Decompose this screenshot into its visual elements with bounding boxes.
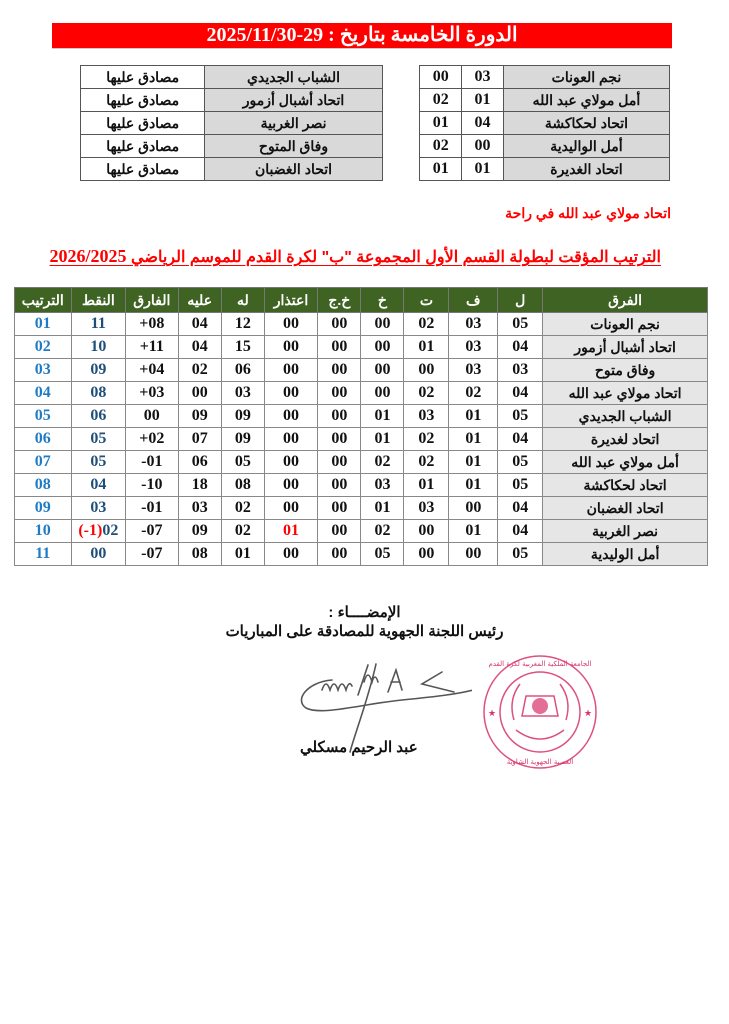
cell-rank: 05 [15,405,72,428]
round-title: الدورة الخامسة بتاريخ : 29-2025/11/30 [52,23,672,48]
official-stamp [478,650,598,775]
cell-team: نجم العونات [543,313,708,336]
cell-drawn: 02 [404,451,449,474]
match-status: مصادق عليها [81,66,205,89]
cell-goals-for: 02 [221,520,264,543]
home-team: أمل مولاي عبد الله [503,89,669,112]
cell-points [71,359,125,382]
cell-diff: +08 [126,313,178,336]
cell-team: اتحاد لحكاكشة [543,474,708,497]
cell-won: 03 [449,359,498,382]
cell-team: نصر الغربية [543,520,708,543]
standings-row [15,543,708,566]
cell-withdrawal: 00 [264,359,317,382]
away-team: الشباب الجديدي [205,66,382,89]
standings-row [15,359,708,382]
standings-row [15,451,708,474]
cell-goals-against: 08 [178,543,221,566]
cell-goals-for: 03 [221,382,264,405]
cell-team: أمل الوليدية [543,543,708,566]
home-score: 03 [462,66,504,89]
cell-won: 01 [449,474,498,497]
away-score: 02 [420,89,462,112]
cell-goals-for: 12 [221,313,264,336]
cell-rank: 09 [15,497,72,520]
cell-goals-against: 18 [178,474,221,497]
points-value: 06 [90,407,107,424]
cell-drawn: 00 [404,359,449,382]
cell-rank: 02 [15,336,72,359]
cell-goals-against: 04 [178,313,221,336]
cell-goals-against: 00 [178,382,221,405]
cell-drawn: 02 [404,428,449,451]
cell-points [71,382,125,405]
cell-rank: 07 [15,451,72,474]
header-diff: الفارق [126,288,178,313]
spacer [382,158,420,181]
header-withdrawal: اعتذار [264,288,317,313]
home-score: 01 [462,158,504,181]
header-goals-against: عليه [178,288,221,313]
cell-points [71,428,125,451]
result-row [81,135,670,158]
away-score: 01 [420,158,462,181]
cell-lost: 02 [361,451,404,474]
cell-team: اتحاد أشبال أزمور [543,336,708,359]
match-status: مصادق عليها [81,158,205,181]
cell-rank: 08 [15,474,72,497]
cell-goals-against: 09 [178,520,221,543]
away-team: اتحاد أشبال أزمور [205,89,382,112]
cell-won: 03 [449,313,498,336]
home-team: اتحاد لحكاكشة [503,112,669,135]
cell-won: 01 [449,451,498,474]
cell-goals-for: 08 [221,474,264,497]
cell-played: 05 [498,405,543,428]
points-value: 00 [90,545,107,562]
away-score: 02 [420,135,462,158]
result-row [81,158,670,181]
cell-withdrawal: 00 [264,405,317,428]
cell-points [71,451,125,474]
cell-drawn: 02 [404,382,449,405]
cell-team: أمل مولاي عبد الله [543,451,708,474]
cell-rank: 11 [15,543,72,566]
cell-lost: 01 [361,497,404,520]
standings-row [15,474,708,497]
cell-withdrawal: 00 [264,474,317,497]
cell-team: اتحاد الغضبان [543,497,708,520]
cell-played: 05 [498,474,543,497]
cell-team: اتحاد مولاي عبد الله [543,382,708,405]
signature-label: الإمضــــاء : [328,604,401,621]
match-status: مصادق عليها [81,89,205,112]
cell-drawn: 01 [404,336,449,359]
cell-played: 04 [498,497,543,520]
cell-won: 01 [449,428,498,451]
header-points: النقط [71,288,125,313]
cell-team: اتحاد لغديرة [543,428,708,451]
cell-rank: 01 [15,313,72,336]
result-row [81,66,670,89]
cell-forfeit-loss: 00 [318,336,361,359]
cell-forfeit-loss: 00 [318,497,361,520]
standings-table [14,287,708,566]
cell-forfeit-loss: 00 [318,451,361,474]
cell-won: 02 [449,382,498,405]
standings-row [15,336,708,359]
cell-played: 05 [498,543,543,566]
cell-played: 04 [498,382,543,405]
cell-drawn: 03 [404,497,449,520]
cell-played: 04 [498,520,543,543]
cell-diff: -01 [126,451,178,474]
cell-won: 00 [449,497,498,520]
spacer [382,89,420,112]
standings-row [15,497,708,520]
cell-diff: -07 [126,520,178,543]
spacer [382,135,420,158]
cell-withdrawal: 00 [264,313,317,336]
cell-lost: 05 [361,543,404,566]
points-value: 10 [90,338,107,355]
cell-lost: 03 [361,474,404,497]
cell-goals-for: 09 [221,428,264,451]
standings-season: 2026/2025 [49,246,127,266]
points-value: 04 [90,476,107,493]
header-forfeit-loss: خ.ج [318,288,361,313]
cell-team: وفاق متوح [543,359,708,382]
cell-drawn: 01 [404,474,449,497]
match-status: مصادق عليها [81,135,205,158]
away-team: نصر الغربية [205,112,382,135]
standings-row [15,428,708,451]
cell-withdrawal: 01 [264,520,317,543]
cell-goals-against: 03 [178,497,221,520]
header-rank: الترتيب [15,288,72,313]
cell-diff: +02 [126,428,178,451]
points-value: 08 [90,384,107,401]
cell-forfeit-loss: 00 [318,520,361,543]
cell-played: 04 [498,428,543,451]
cell-forfeit-loss: 00 [318,428,361,451]
cell-forfeit-loss: 00 [318,313,361,336]
cell-withdrawal: 00 [264,451,317,474]
rest-note: اتحاد مولاي عبد الله في راحة [505,205,671,221]
header-won: ف [449,288,498,313]
home-score: 00 [462,135,504,158]
cell-goals-against: 09 [178,405,221,428]
cell-points [71,497,125,520]
cell-goals-for: 09 [221,405,264,428]
standings-row [15,382,708,405]
cell-lost: 00 [361,382,404,405]
signatory-name: عبد الرحيم مسكلي [300,739,418,756]
home-team: اتحاد الغديرة [503,158,669,181]
cell-goals-against: 04 [178,336,221,359]
cell-withdrawal: 00 [264,428,317,451]
stamp-star-icon: ★ [584,708,593,718]
match-status: مصادق عليها [81,112,205,135]
cell-lost: 00 [361,359,404,382]
cell-won: 01 [449,405,498,428]
cell-forfeit-loss: 00 [318,474,361,497]
away-score: 01 [420,112,462,135]
standings-row [15,313,708,336]
cell-played: 03 [498,359,543,382]
cell-forfeit-loss: 00 [318,382,361,405]
cell-team: الشباب الجديدي [543,405,708,428]
header-drawn: ت [404,288,449,313]
cell-points [71,336,125,359]
cell-goals-against: 07 [178,428,221,451]
header-team: الفرق [543,288,708,313]
stamp-text-top: الجامعة الملكية المغربية لكرة القدم [488,660,592,668]
cell-points [71,474,125,497]
cell-goals-against: 06 [178,451,221,474]
cell-forfeit-loss: 00 [318,405,361,428]
points-value: 03 [90,499,107,516]
away-team: وفاق المتوح [205,135,382,158]
cell-points [71,405,125,428]
home-score: 04 [462,112,504,135]
away-team: اتحاد الغضبان [205,158,382,181]
home-score: 01 [462,89,504,112]
cell-rank: 06 [15,428,72,451]
cell-won: 03 [449,336,498,359]
cell-withdrawal: 00 [264,497,317,520]
cell-lost: 00 [361,313,404,336]
cell-rank: 04 [15,382,72,405]
header-lost: خ [361,288,404,313]
standings-row [15,405,708,428]
cell-withdrawal: 00 [264,336,317,359]
home-team: أمل الواليدية [503,135,669,158]
spacer [382,112,420,135]
cell-lost: 02 [361,520,404,543]
cell-played: 04 [498,336,543,359]
cell-diff: 00 [126,405,178,428]
cell-diff: +04 [126,359,178,382]
cell-goals-for: 06 [221,359,264,382]
cell-drawn: 03 [404,405,449,428]
result-row [81,89,670,112]
cell-diff: +03 [126,382,178,405]
cell-goals-for: 02 [221,497,264,520]
spacer [382,66,420,89]
points-value: 05 [90,430,107,447]
signatory-role: رئيس اللجنة الجهوية للمصادقة على المباريات [225,623,504,640]
points-value: 09 [90,361,107,378]
cell-diff: -07 [126,543,178,566]
cell-lost: 01 [361,405,404,428]
cell-played: 05 [498,451,543,474]
cell-drawn: 02 [404,313,449,336]
cell-goals-for: 15 [221,336,264,359]
header-goals-for: له [221,288,264,313]
results-table [80,65,670,181]
cell-points [71,520,125,543]
cell-points [71,313,125,336]
cell-withdrawal: 00 [264,382,317,405]
cell-goals-for: 05 [221,451,264,474]
cell-lost: 01 [361,428,404,451]
cell-withdrawal: 00 [264,543,317,566]
cell-rank: 10 [15,520,72,543]
cell-diff: -01 [126,497,178,520]
points-value: 02 [102,522,119,539]
cell-goals-against: 02 [178,359,221,382]
cell-points [71,543,125,566]
cell-played: 05 [498,313,543,336]
cell-drawn: 00 [404,520,449,543]
cell-goals-for: 01 [221,543,264,566]
result-row [81,112,670,135]
standings-title-text: الترتيب المؤقت لبطولة القسم الأول المجموعة "ب" لكرة القدم للموسم الرياضي [131,249,661,266]
points-value: 05 [90,453,107,470]
stamp-text-bottom: العصبة الجهوية الشاوية [506,758,574,766]
stamp-star-icon: ★ [488,708,497,718]
cell-diff: +11 [126,336,178,359]
standings-title [50,246,661,267]
cell-forfeit-loss: 00 [318,543,361,566]
cell-forfeit-loss: 00 [318,359,361,382]
home-team: نجم العونات [503,66,669,89]
standings-row [15,520,708,543]
cell-drawn: 00 [404,543,449,566]
cell-lost: 00 [361,336,404,359]
header-played: ل [498,288,543,313]
standings-header-row [15,288,708,313]
cell-rank: 03 [15,359,72,382]
cell-won: 01 [449,520,498,543]
points-penalty: (-1) [78,522,103,539]
cell-won: 00 [449,543,498,566]
points-value: 11 [90,315,106,332]
away-score: 00 [420,66,462,89]
cell-diff: -10 [126,474,178,497]
